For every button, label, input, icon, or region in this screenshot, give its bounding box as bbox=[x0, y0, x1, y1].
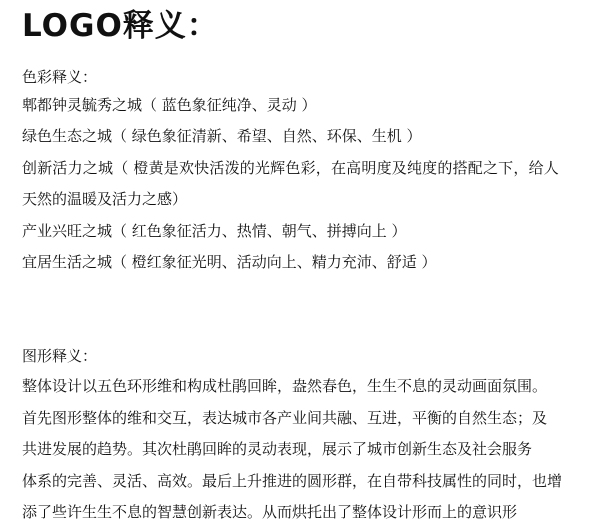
page-title: LOGO释义： bbox=[22, 8, 219, 44]
shape-paragraph-line: 共进发展的趋势。其次杜鹃回眸的灵动表现，展示了城市创新生态及社会服务 bbox=[22, 440, 533, 458]
color-line-orange-continued: 天然的温暖及活力之感） bbox=[22, 190, 188, 208]
color-line-red: 产业兴旺之城（ 红色象征活力、热情、朝气、拼搏向上 ） bbox=[22, 222, 407, 240]
color-line-orange: 创新活力之城（ 橙黄是欢快活泼的光辉色彩，在高明度及纯度的搭配之下，给人 bbox=[22, 159, 559, 177]
color-section-heading: 色彩释义： bbox=[22, 68, 98, 86]
color-line-blue: 郫都钟灵毓秀之城（ 蓝色象征纯净、灵动 ） bbox=[22, 96, 317, 114]
shape-section-heading: 图形释义： bbox=[22, 347, 98, 365]
shape-paragraph-line: 整体设计以五色环形维和构成杜鹃回眸，盎然春色，生生不息的灵动画面氛围。 bbox=[22, 377, 548, 395]
color-line-orange-red: 宜居生活之城（ 橙红象征光明、活动向上、精力充沛、舒适 ） bbox=[22, 253, 437, 271]
shape-paragraph-line: 添了些许生生不息的智慧创新表达。从而烘托出了整体设计形而上的意识形 bbox=[22, 503, 518, 521]
shape-paragraph-line: 体系的完善、灵活、高效。最后上升推进的圆形群，在自带科技属性的同时，也增 bbox=[22, 472, 563, 490]
color-line-green: 绿色生态之城（ 绿色象征清新、希望、自然、环保、生机 ） bbox=[22, 127, 422, 145]
shape-paragraph-line: 首先图形整体的维和交互，表达城市各产业间共融、互进，平衡的自然生态；及 bbox=[22, 409, 548, 427]
